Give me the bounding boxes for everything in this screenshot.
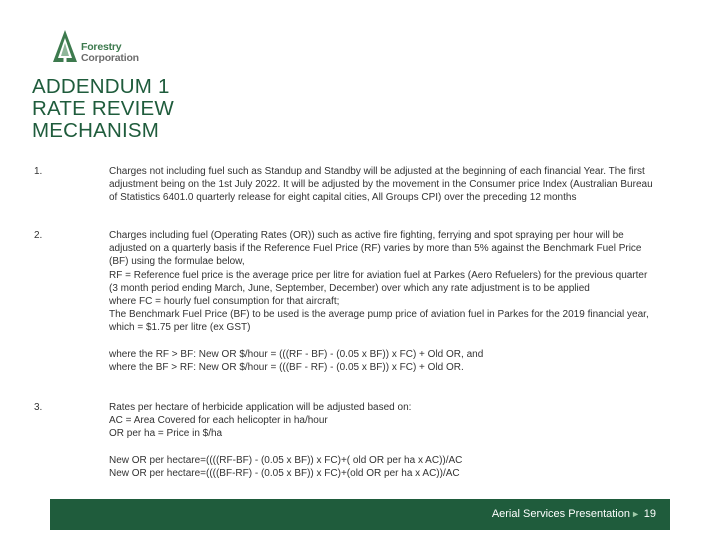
item-2-paragraph-1: [109, 229, 654, 335]
item-2-formula-2: where the BF > RF: New OR $/hour = (((BF - RF) - (0.05 x BF)) x FC) + Old OR.: [109, 361, 464, 373]
item-body-3: [109, 401, 654, 480]
item-3-line-3: OR per ha = Price in $/ha: [109, 428, 223, 440]
forestry-corporation-logo: [51, 29, 151, 69]
title-line-3: MECHANISM: [32, 119, 160, 142]
item-number-1: 1.: [34, 166, 43, 177]
item-3-paragraph-2: [109, 454, 654, 480]
item-3-paragraph-1: [109, 401, 654, 441]
item-2-formula-1: where the RF > BF: New OR $/hour = (((RF - BF) - (0.05 x BF)) x FC) + Old OR, and: [109, 348, 484, 360]
item-number-3: 3.: [34, 402, 43, 413]
footer-arrow-icon: ►: [631, 509, 640, 519]
logo-line-1: Forestry: [81, 41, 122, 53]
footer-title: Aerial Services Presentation: [491, 508, 630, 520]
item-3-line-1: Rates per hectare of herbicide application will be adjusted based on:: [109, 402, 412, 413]
item-2-paragraph-2: [109, 348, 654, 374]
tree-logo-icon: [51, 29, 79, 67]
item-1-paragraph-1: [109, 165, 654, 205]
item-2-line-3: where FC = hourly fuel consumption for that aircraft;: [109, 296, 340, 308]
page-number: 19: [643, 508, 656, 520]
item-2-line-2: RF = Reference fuel price is the average price per litre for aviation fuel at Parkes (Aero Refuelers) for the previous quarter (3 month period ending March, June, September, December) over which any rate adjustment is to be applied: [109, 269, 648, 294]
item-body-1: [109, 165, 654, 205]
footer-bar: [50, 499, 670, 530]
item-3-formula-1: New OR per hectare=((((RF-BF) - (0.05 x BF)) x FC)+( old OR per ha x AC))/AC: [109, 454, 463, 466]
item-2-line-4: The Benchmark Fuel Price (BF) to be used is the average pump price of aviation fuel in Parkes for the 2019 financial year, which = $1.75 per litre (ex GST): [109, 309, 649, 334]
title-line-2: RATE REVIEW: [32, 97, 174, 120]
item-3-formula-2: New OR per hectare=((((BF-RF) - (0.05 x BF)) x FC)+(old OR per ha x AC))/AC: [109, 467, 460, 479]
logo-wordmark: [81, 42, 139, 64]
item-1-text: Charges not including fuel such as Standup and Standby will be adjusted at the beginning of each financial Year. The first adjustment being on the 1st July 2022. It will be adjusted by the movement in the Consumer price Index (Australian Bureau of Statistics 6401.0 quarterly release for eight capital cities, All Groups CPI) over the preceding 12 months: [109, 166, 653, 204]
logo-line-2: Corporation: [81, 52, 139, 64]
item-3-line-2: AC = Area Covered for each helicopter in ha/hour: [109, 415, 328, 427]
title-line-1: ADDENDUM 1: [32, 75, 170, 98]
page-title: [32, 76, 174, 142]
item-2-line-1: Charges including fuel (Operating Rates (OR)) such as active fire fighting, ferrying and spot spraying per hour will be adjusted on a quarterly basis if the Reference Fuel Price (RF) varies by more than 5% against the Benchmark Fuel Price (BF) using the formulae below,: [109, 230, 642, 268]
item-body-2: [109, 229, 654, 374]
item-number-2: 2.: [34, 230, 43, 241]
